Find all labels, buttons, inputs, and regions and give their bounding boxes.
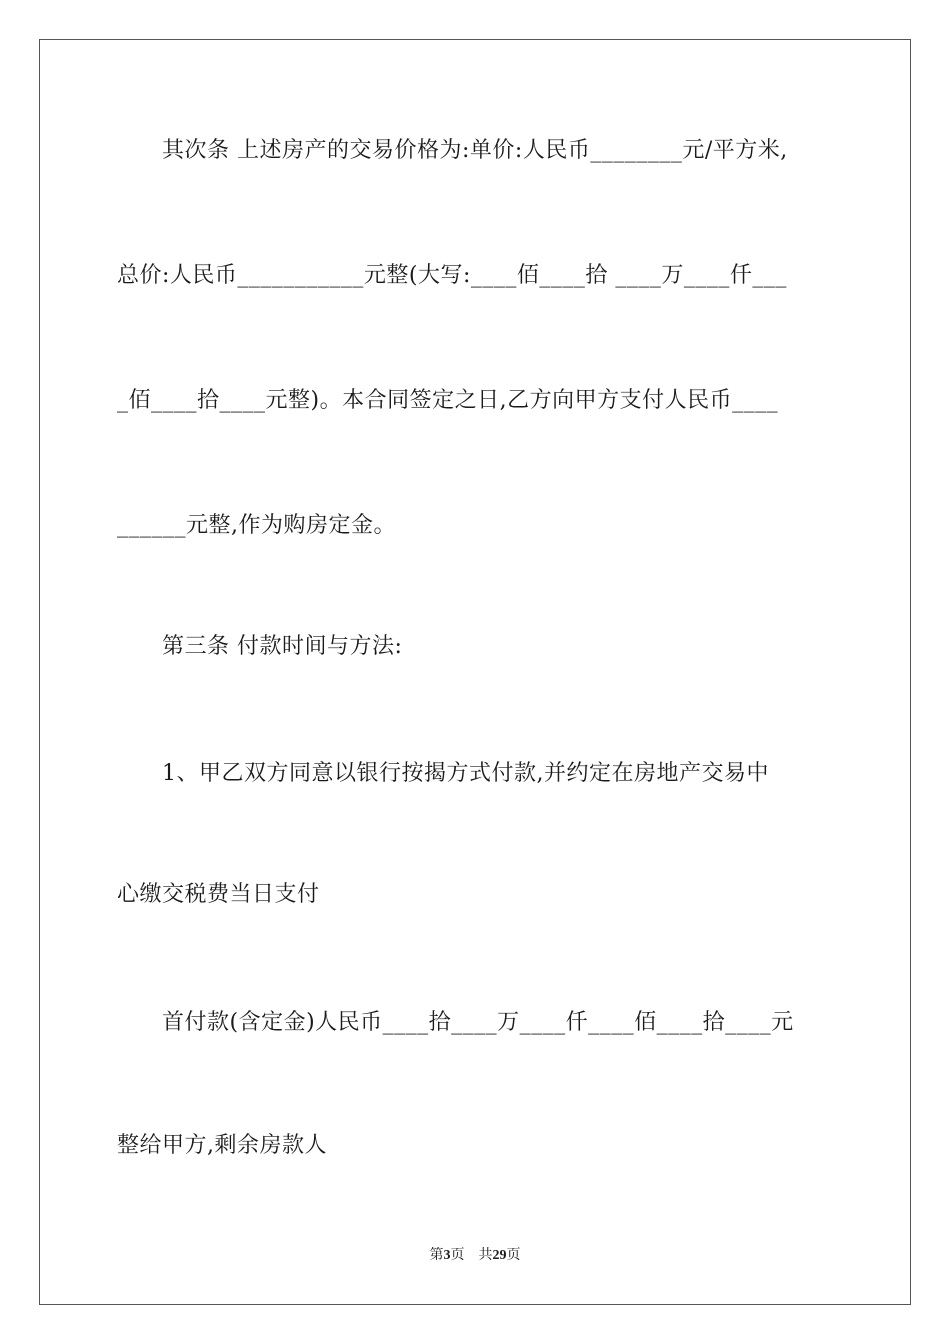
page-footer (0, 1247, 950, 1265)
text-line: 1、甲乙双方同意以银行按揭方式付款,并约定在房地产交易中 (117, 761, 769, 786)
current-page-number: 3 (443, 1248, 451, 1263)
text-line: 第三条 付款时间与方法: (117, 634, 403, 659)
page-frame (39, 39, 911, 1305)
text-line: _佰____拾____元整)。本合同签定之日,乙方向甲方支付人民币____ (117, 388, 779, 413)
text-line: 心缴交税费当日支付 (117, 882, 320, 907)
footer-suffix: 页 (506, 1248, 521, 1263)
text-line: 其次条 上述房产的交易价格为:单价:人民币________元/平方米, (117, 138, 788, 163)
text-line: ______元整,作为购房定金。 (117, 513, 396, 538)
total-page-count: 29 (492, 1248, 507, 1263)
footer-middle: 页 共 (450, 1248, 493, 1263)
text-line: 首付款(含定金)人民币____拾____万____仟____佰____拾____元 (117, 1010, 794, 1035)
footer-prefix: 第 (429, 1248, 444, 1263)
text-line: 总价:人民币___________元整(大写:____佰____拾 ____万____仟___ (117, 263, 787, 288)
text-line: 整给甲方,剩余房款人 (117, 1133, 327, 1158)
